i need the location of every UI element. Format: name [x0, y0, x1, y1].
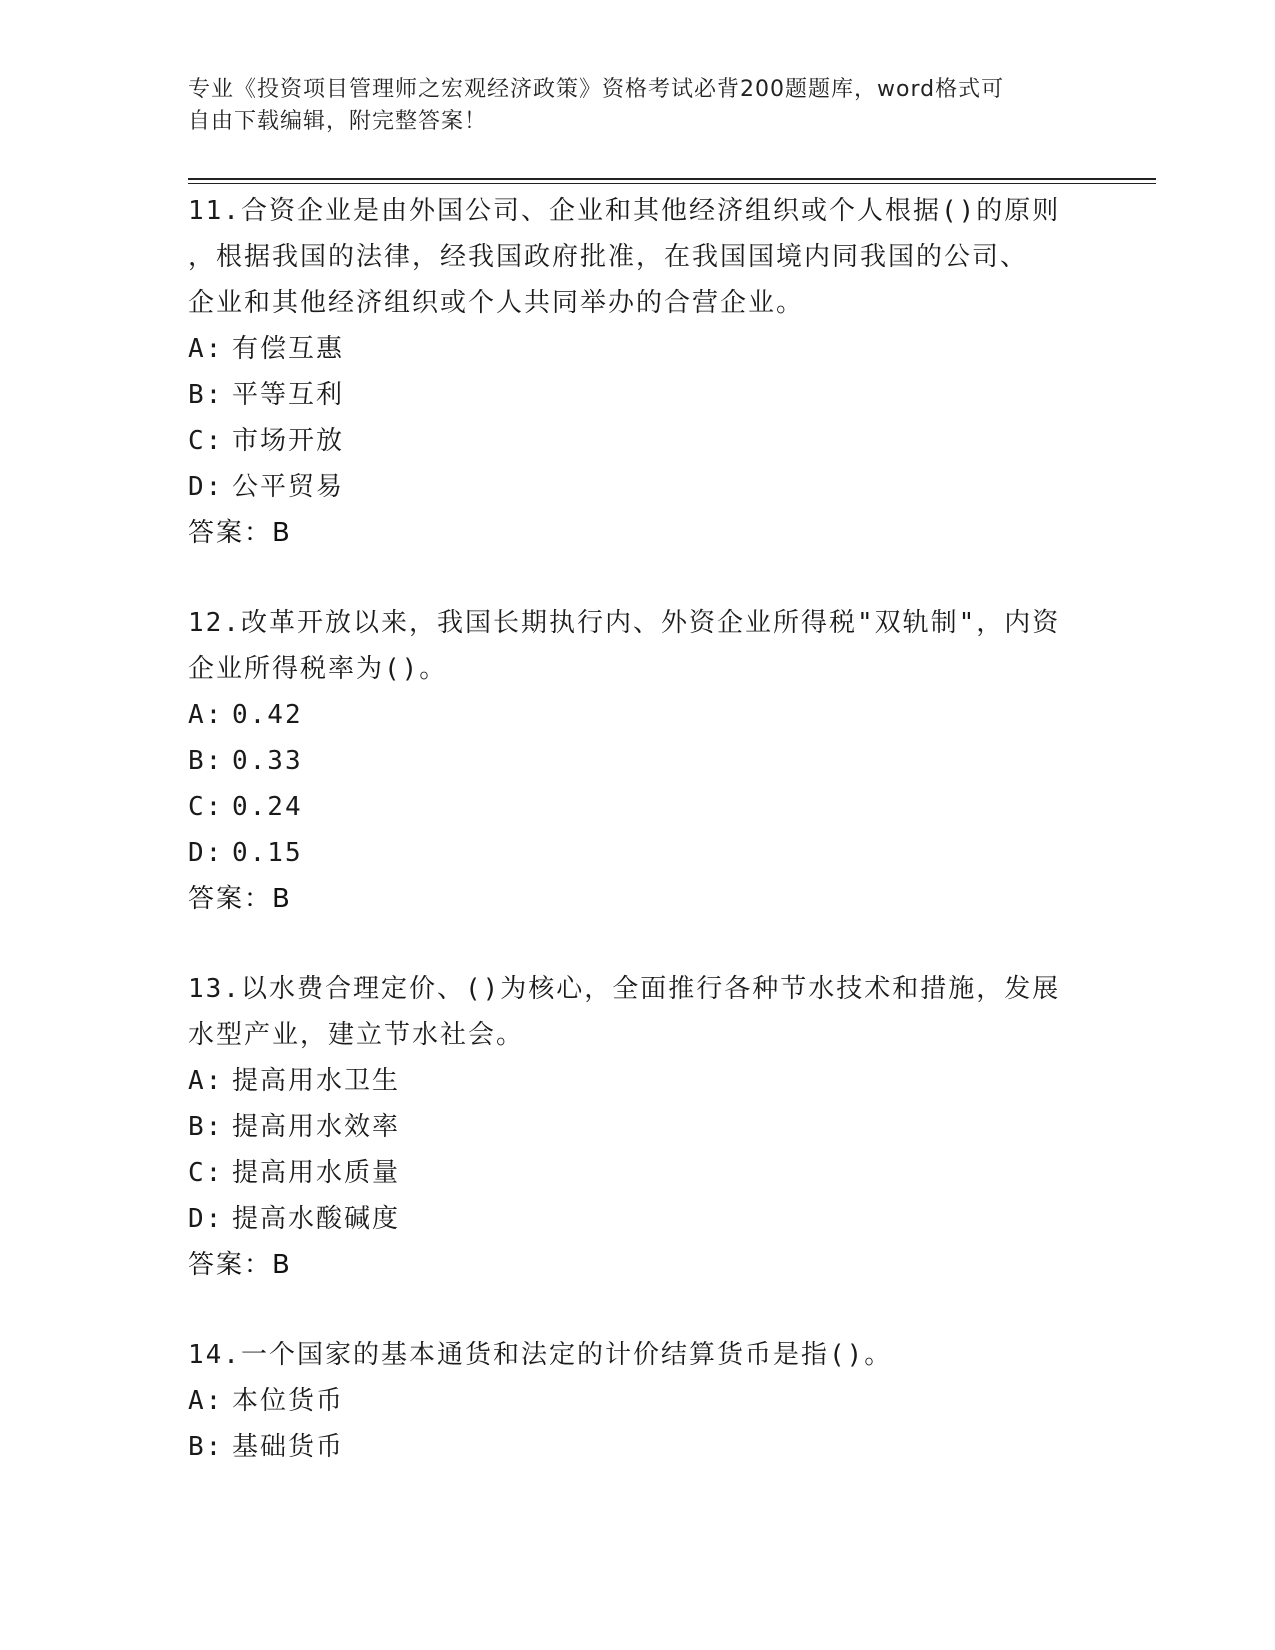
- option-text: 0.33: [232, 746, 303, 776]
- option-a: [188, 1378, 1088, 1424]
- question-stem: [188, 966, 1088, 1058]
- option-c: [188, 1150, 1088, 1196]
- option-b: [188, 1104, 1088, 1150]
- option-letter: A:: [188, 1066, 224, 1096]
- stem-line: 11.合资企业是由外国公司、企业和其他经济组织或个人根据()的原则: [188, 196, 1061, 226]
- option-b: [188, 738, 1088, 784]
- option-text: 提高用水效率: [232, 1112, 401, 1142]
- option-letter: A:: [188, 1386, 224, 1416]
- option-text: 0.42: [232, 700, 303, 730]
- option-text: 0.15: [232, 838, 303, 868]
- option-b: [188, 1424, 1088, 1470]
- option-text: 基础货币: [232, 1432, 345, 1462]
- stem-line: ，根据我国的法律，经我国政府批准，在我国国境内同我国的公司、: [188, 242, 1029, 272]
- option-d: [188, 1196, 1088, 1242]
- answer-line: 答案：B: [188, 518, 292, 548]
- header-line-1: 专业《投资项目管理师之宏观经济政策》资格考试必背200题题库，word格式可: [188, 77, 1005, 102]
- option-a: [188, 692, 1088, 738]
- question-item: [188, 188, 1088, 556]
- option-d: [188, 830, 1088, 876]
- option-a: [188, 1058, 1088, 1104]
- option-letter: C:: [188, 426, 224, 456]
- option-text: 平等互利: [232, 380, 345, 410]
- answer-line: 答案：B: [188, 1250, 292, 1280]
- option-text: 有偿互惠: [232, 334, 345, 364]
- option-letter: C:: [188, 1158, 224, 1188]
- answer-line: 答案：B: [188, 884, 292, 914]
- option-letter: D:: [188, 838, 224, 868]
- question-stem: [188, 600, 1088, 692]
- option-letter: A:: [188, 700, 224, 730]
- option-c: [188, 418, 1088, 464]
- stem-line: 13.以水费合理定价、()为核心，全面推行各种节水技术和措施，发展: [188, 974, 1061, 1004]
- option-text: 本位货币: [232, 1386, 345, 1416]
- stem-line: 企业所得税率为()。: [188, 654, 448, 684]
- question-list: [188, 188, 1088, 1470]
- document-header: [188, 74, 1068, 138]
- stem-line: 12.改革开放以来，我国长期执行内、外资企业所得税"双轨制"，内资: [188, 608, 1061, 638]
- option-letter: D:: [188, 472, 224, 502]
- question-item: [188, 1332, 1088, 1470]
- option-text: 市场开放: [232, 426, 345, 456]
- option-letter: B:: [188, 380, 224, 410]
- option-letter: D:: [188, 1204, 224, 1234]
- option-letter: B:: [188, 1432, 224, 1462]
- stem-line: 14.一个国家的基本通货和法定的计价结算货币是指()。: [188, 1340, 893, 1370]
- option-letter: B:: [188, 1112, 224, 1142]
- header-divider: [188, 178, 1156, 180]
- option-text: 提高用水质量: [232, 1158, 401, 1188]
- question-stem: [188, 188, 1088, 326]
- option-a: [188, 326, 1088, 372]
- header-line-2: 自由下载编辑，附完整答案！: [188, 109, 488, 134]
- question-item: [188, 600, 1088, 922]
- option-d: [188, 464, 1088, 510]
- option-b: [188, 372, 1088, 418]
- header-divider-thin: [188, 183, 1156, 184]
- question-stem: [188, 1332, 1088, 1378]
- question-item: [188, 966, 1088, 1288]
- stem-line: 企业和其他经济组织或个人共同举办的合营企业。: [188, 288, 805, 318]
- option-letter: B:: [188, 746, 224, 776]
- stem-line: 水型产业，建立节水社会。: [188, 1020, 525, 1050]
- option-text: 公平贸易: [232, 472, 345, 502]
- option-letter: A:: [188, 334, 224, 364]
- option-text: 提高用水卫生: [232, 1066, 401, 1096]
- option-letter: C:: [188, 792, 224, 822]
- option-text: 0.24: [232, 792, 303, 822]
- option-c: [188, 784, 1088, 830]
- option-text: 提高水酸碱度: [232, 1204, 401, 1234]
